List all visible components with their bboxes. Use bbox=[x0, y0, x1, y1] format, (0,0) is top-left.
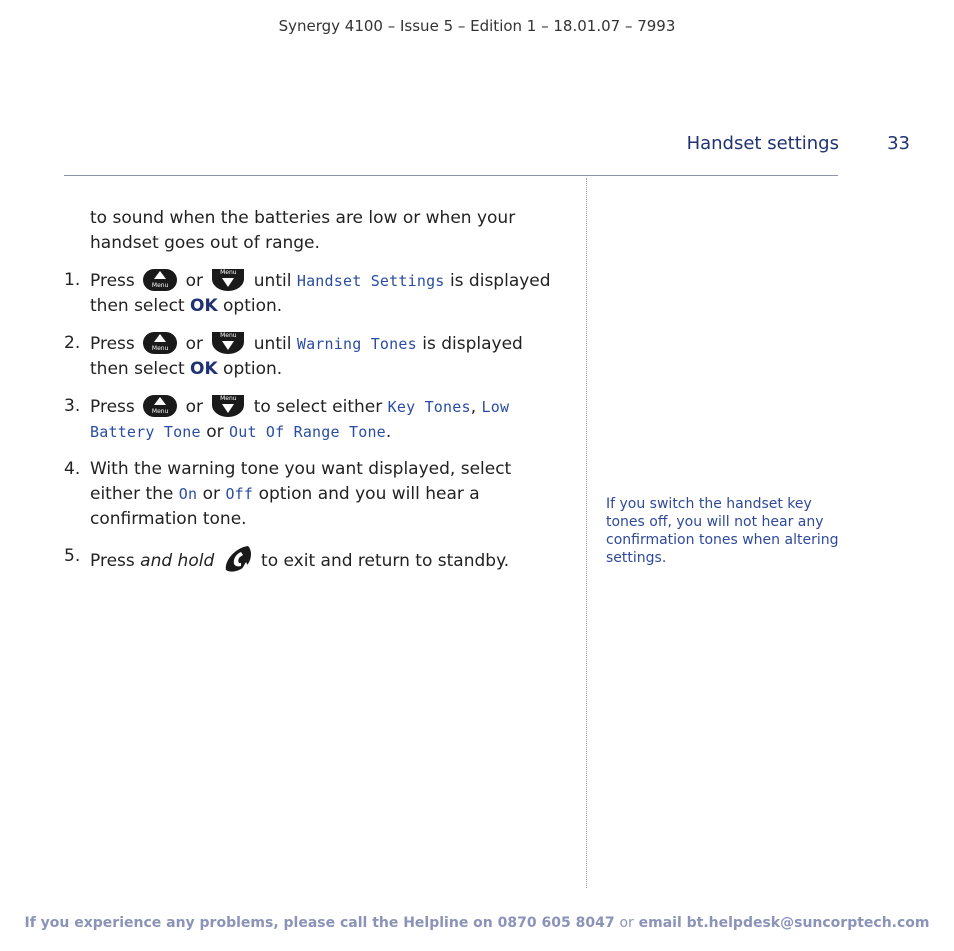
text-and-hold: and hold bbox=[140, 551, 215, 571]
intro-paragraph: to sound when the batteries are low or when your handset goes out of range. bbox=[90, 208, 516, 253]
step-4-text-a: With the warning tone you want displayed, select either the bbox=[90, 459, 512, 504]
word-or: or bbox=[185, 397, 203, 417]
word-press: Press bbox=[90, 271, 135, 291]
word-or: or bbox=[185, 271, 203, 291]
column-divider bbox=[586, 178, 587, 888]
text-to-select-either: to select either bbox=[253, 397, 383, 417]
end-call-key-icon bbox=[222, 544, 254, 574]
footer-or: or bbox=[619, 915, 634, 931]
text-is-displayed-then: is displayed then bbox=[90, 334, 523, 379]
footer-phone: 0870 605 8047 bbox=[497, 915, 615, 931]
steps-list bbox=[64, 268, 564, 574]
footer-helpline bbox=[0, 915, 954, 931]
word-or: or bbox=[206, 422, 224, 442]
step-4 bbox=[64, 457, 564, 532]
step-5-text-b: to exit and return to standby. bbox=[261, 551, 510, 571]
period: . bbox=[385, 422, 392, 442]
step-number: 2. bbox=[64, 333, 81, 353]
text-select: select bbox=[134, 359, 185, 379]
comma: , bbox=[470, 397, 477, 417]
menu-down-key-icon: Menu bbox=[210, 331, 246, 355]
text-is-displayed: is displayed bbox=[449, 271, 551, 291]
step-number: 3. bbox=[64, 396, 81, 416]
step-number: 1. bbox=[64, 270, 81, 290]
text-option: option. bbox=[223, 296, 283, 316]
text-option: option. bbox=[223, 359, 283, 379]
lcd-text-out-of-range: Out Of Range Tone bbox=[228, 423, 386, 441]
header-rule bbox=[64, 175, 838, 176]
lcd-text-on: On bbox=[178, 485, 198, 503]
side-note: If you switch the handset key tones off, you will not hear any confirmation tones when altering settings. bbox=[606, 496, 839, 566]
step-1 bbox=[64, 268, 564, 319]
word-until: until bbox=[253, 334, 292, 354]
lcd-text: Handset Settings bbox=[296, 272, 445, 290]
word-or: or bbox=[185, 334, 203, 354]
lcd-text-key-tones: Key Tones bbox=[387, 398, 471, 416]
word-press: Press bbox=[90, 397, 135, 417]
word-or: or bbox=[202, 484, 221, 504]
menu-up-key-icon: Menu bbox=[142, 331, 178, 355]
menu-down-key-icon: Menu bbox=[210, 268, 246, 292]
section-title: Handset settings bbox=[686, 133, 839, 154]
page-number: 33 bbox=[887, 133, 910, 154]
main-column bbox=[64, 206, 564, 586]
menu-down-key-icon: Menu bbox=[210, 394, 246, 418]
step-number: 5. bbox=[64, 546, 81, 566]
ok-label: OK bbox=[190, 296, 218, 316]
step-number: 4. bbox=[64, 459, 81, 479]
step-3 bbox=[64, 394, 564, 445]
step-2 bbox=[64, 331, 564, 382]
step-4-text-b: option and you will hear a confirmation tone. bbox=[90, 484, 480, 529]
lcd-text: Warning Tones bbox=[296, 335, 417, 353]
step-5 bbox=[64, 544, 564, 574]
lcd-text-off: Off bbox=[225, 485, 254, 503]
footer-prefix: If you experience any problems, please call the Helpline on bbox=[24, 915, 493, 931]
word-press: Press bbox=[90, 334, 135, 354]
lcd-text-low-battery: Low Battery Tone bbox=[90, 398, 510, 441]
document-meta: Synergy 4100 – Issue 5 – Edition 1 – 18.01.07 – 7993 bbox=[278, 17, 676, 35]
footer-email: email bt.helpdesk@suncorptech.com bbox=[638, 915, 930, 931]
word-press: Press bbox=[90, 551, 135, 571]
menu-up-key-icon: Menu bbox=[142, 268, 178, 292]
menu-up-key-icon: Menu bbox=[142, 394, 178, 418]
text-then-select: then select bbox=[90, 296, 185, 316]
word-until: until bbox=[253, 271, 292, 291]
ok-label: OK bbox=[190, 359, 218, 379]
